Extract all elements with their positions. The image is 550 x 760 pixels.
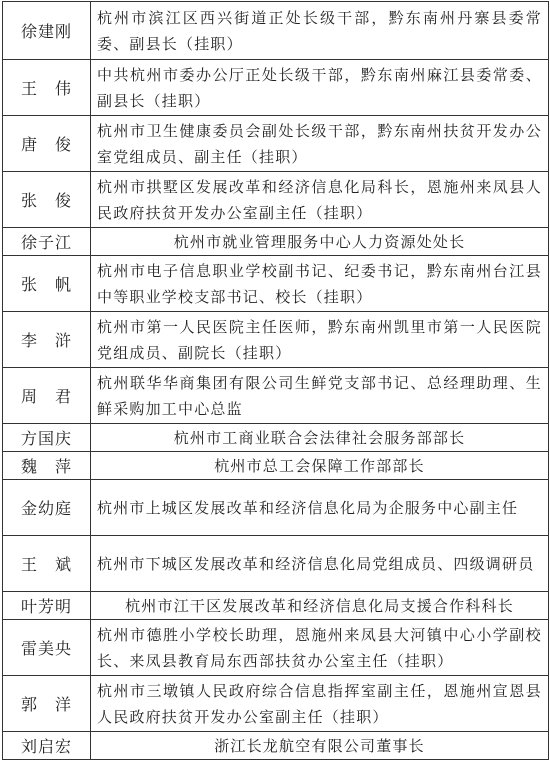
person-name: 徐建刚: [3, 2, 91, 60]
table-row: [3, 2, 549, 60]
person-name: 魏 萍: [3, 452, 91, 480]
person-position: 杭州市下城区发展改革和经济信息化局党组成员、四级调研员: [91, 536, 549, 592]
person-position: 杭州市总工会保障工作部部长: [91, 452, 549, 480]
table-row: [3, 452, 549, 480]
person-position: 杭州市就业管理服务中心人力资源处处长: [91, 228, 549, 256]
personnel-table: [2, 1, 549, 760]
table-row: [3, 592, 549, 620]
person-name: 周 君: [3, 368, 91, 424]
person-name: 唐 俊: [3, 116, 91, 172]
person-position: 杭州市第一人民医院主任医师，黔东南州凯里市第一人民医院党组成员、副院长（挂职）: [91, 312, 549, 368]
table-row: [3, 312, 549, 368]
person-position: 杭州市三墩镇人民政府综合信息指挥室副主任，恩施州宣恩县人民政府扶贫开发办公室副主任（挂职）: [91, 676, 549, 732]
person-position: 杭州市卫生健康委员会副处长级干部，黔东南州扶贫开发办公室党组成员、副主任（挂职）: [91, 116, 549, 172]
person-position: 杭州市拱墅区发展改革和经济信息化局科长，恩施州来凤县人民政府扶贫开发办公室副主任（挂职）: [91, 172, 549, 228]
person-position: 杭州市上城区发展改革和经济信息化局为企服务中心副主任: [91, 480, 549, 536]
person-name: 王 斌: [3, 536, 91, 592]
person-name: 张 帆: [3, 256, 91, 312]
table-row: [3, 228, 549, 256]
table-row: [3, 424, 549, 452]
table-row: [3, 256, 549, 312]
person-position: 中共杭州市委办公厅正处长级干部，黔东南州麻江县委常委、副县长（挂职）: [91, 60, 549, 116]
table-row: [3, 620, 549, 676]
table-row: [3, 172, 549, 228]
table-row: [3, 732, 549, 760]
person-position: 杭州联华华商集团有限公司生鲜党支部书记、总经理助理、生鲜采购加工中心总监: [91, 368, 549, 424]
person-name: 金幼庭: [3, 480, 91, 536]
person-name: 叶芳明: [3, 592, 91, 620]
table-row: [3, 536, 549, 592]
person-name: 王 伟: [3, 60, 91, 116]
table-row: [3, 60, 549, 116]
person-position: 杭州市德胜小学校长助理，恩施州来凤县大河镇中心小学副校长、来凤县教育局东西部扶贫办公室主任（挂职）: [91, 620, 549, 676]
table-row: [3, 676, 549, 732]
person-name: 郭 洋: [3, 676, 91, 732]
person-position: 杭州市江干区发展改革和经济信息化局支援合作科科长: [91, 592, 549, 620]
person-position: 杭州市工商业联合会法律社会服务部部长: [91, 424, 549, 452]
person-name: 方国庆: [3, 424, 91, 452]
person-position: 杭州市滨江区西兴街道正处长级干部，黔东南州丹寨县委常委、副县长（挂职）: [91, 2, 549, 60]
person-position: 杭州市电子信息职业学校副书记、纪委书记，黔东南州台江县中等职业学校支部书记、校长（挂职）: [91, 256, 549, 312]
person-name: 徐子江: [3, 228, 91, 256]
table-row: [3, 116, 549, 172]
person-name: 雷美央: [3, 620, 91, 676]
person-name: 刘启宏: [3, 732, 91, 760]
table-row: [3, 368, 549, 424]
person-name: 张 俊: [3, 172, 91, 228]
table-row: [3, 480, 549, 536]
person-position: 浙江长龙航空有限公司董事长: [91, 732, 549, 760]
person-name: 李 浒: [3, 312, 91, 368]
